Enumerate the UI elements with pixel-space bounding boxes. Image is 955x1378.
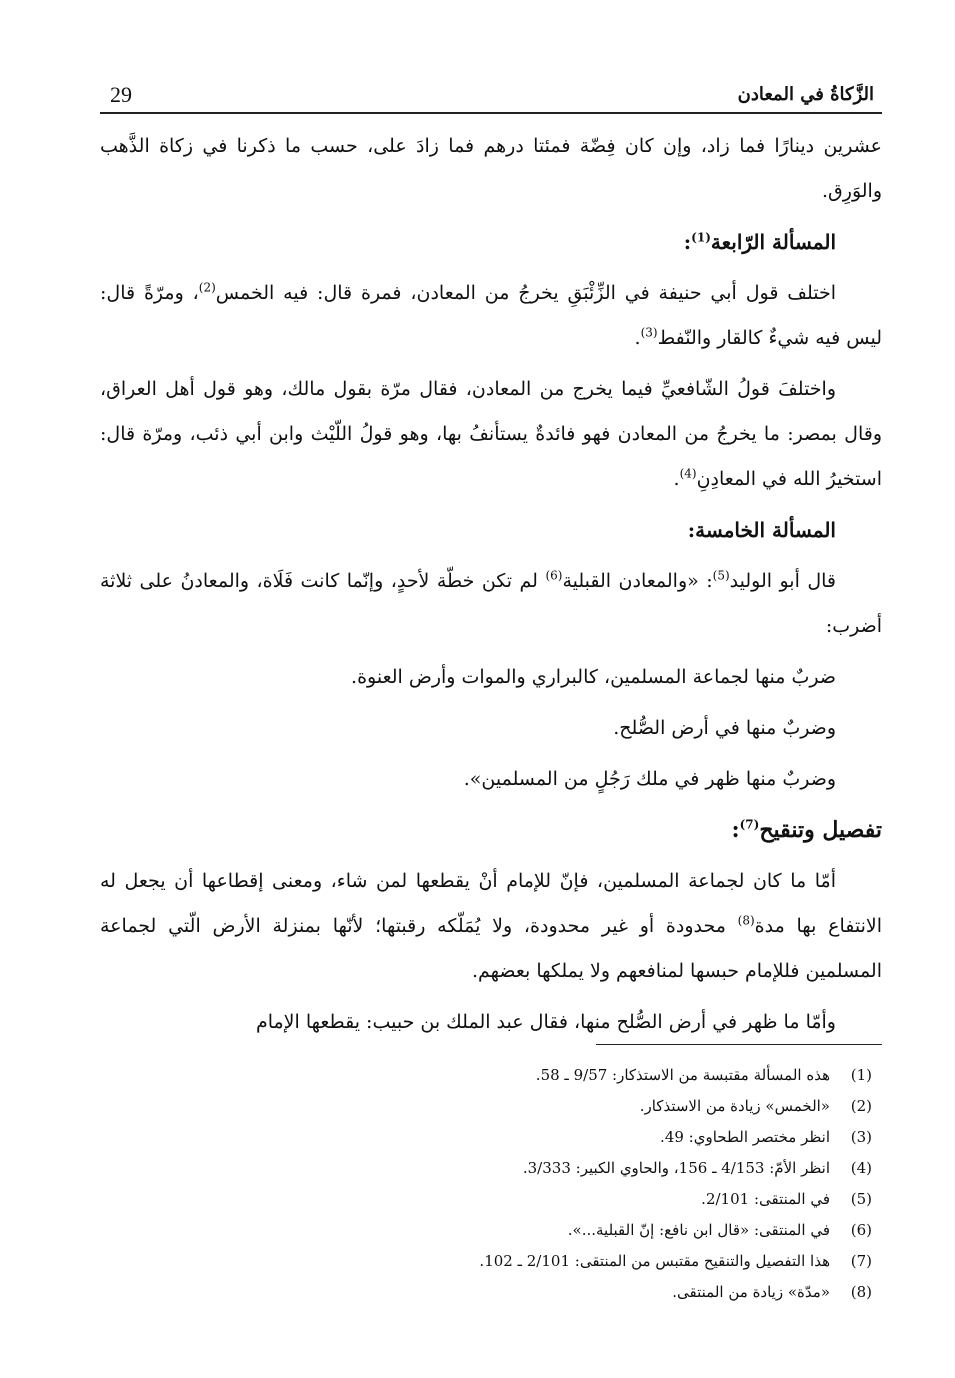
heading-text: المسألة الرّابعة bbox=[710, 230, 836, 254]
footnote-ref[interactable]: (1) bbox=[691, 230, 711, 245]
list-item: ضربٌ منها لجماعة المسلمين، كالبراري والموات وأرض العنوة. bbox=[351, 666, 836, 688]
footnote-number: (1) bbox=[850, 1066, 872, 1084]
page-number: 29 bbox=[110, 82, 132, 107]
footnote-text: هذا التفصيل والتنقيح مقتبس من المنتقى: 2/101 ـ 102. bbox=[479, 1252, 830, 1270]
running-title: الزَّكاةُ في المعادن bbox=[737, 84, 874, 105]
footnote bbox=[100, 1184, 882, 1215]
paragraph-text: . bbox=[634, 327, 641, 349]
footnote-text: هذه المسألة مقتبسة من الاستذكار: 9/57 ـ 58. bbox=[535, 1066, 830, 1084]
section-heading-detail bbox=[100, 808, 882, 853]
footnote-text: «مدّة» زيادة من المنتقى. bbox=[672, 1283, 830, 1301]
footnote bbox=[100, 1122, 882, 1153]
paragraph-text: واختلفَ قولُ الشّافعيِّ فيما يخرج من المعادن، فقال مرّة بقول مالك، وهو قول أهل العراق، وقال بمصر: ما يخرجُ من المعادن فهو فائدةٌ يستأنفُ بها، وهو قولُ اللّيْث وابن أبي ذئب، ومرّة قال: استخيرُ الله في المعادِنِ bbox=[100, 378, 882, 490]
footnote-ref[interactable]: (3) bbox=[640, 325, 658, 340]
paragraph-4 bbox=[100, 559, 882, 649]
footnote bbox=[100, 1246, 882, 1277]
footnote-number: (5) bbox=[850, 1190, 872, 1208]
footnote-number: (8) bbox=[850, 1283, 872, 1301]
heading-text: تفصيل وتنقيح bbox=[759, 817, 882, 843]
paragraph-text: قال أبو الوليد bbox=[729, 570, 836, 592]
footnote bbox=[100, 1215, 882, 1246]
heading-colon: : bbox=[683, 230, 692, 254]
footnote bbox=[100, 1153, 882, 1184]
footnotes bbox=[100, 1060, 882, 1308]
main-text bbox=[100, 124, 882, 1051]
footnote-ref[interactable]: (6) bbox=[545, 568, 563, 583]
paragraph-text: لم تكن خطّة لأحدٍ، وإنّما كانت فَلَاة، والمعادنُ على ثلاثة أضرب: bbox=[100, 570, 882, 637]
paragraph-text: اختلف قول أبي حنيفة في الزِّئْبَقِ يخرجُ من المعادن، فمرة قال: فيه الخمس bbox=[215, 282, 836, 304]
footnote-ref[interactable]: (5) bbox=[712, 568, 730, 583]
list-item: وضربٌ منها ظهر في ملك رَجُلٍ من المسلمين». bbox=[463, 768, 836, 790]
footnote-text: «الخمس» زيادة من الاستذكار. bbox=[639, 1097, 830, 1115]
paragraph-2 bbox=[100, 271, 882, 361]
paragraph-text: أمّا ما كان لجماعة المسلمين، فإنّ للإمام أنْ يقطعها لمن شاء، ومعنى إقطاعها أن يجعل له الانتفاع بها مدة bbox=[100, 870, 882, 937]
heading-colon: : bbox=[731, 817, 740, 843]
paragraph-3 bbox=[100, 367, 882, 502]
paragraph-text: محدودة أو غير محدودة، ولا يُمَلّكه رقبتها؛ لأنّها بمنزلة الأرض الّتي لجماعة المسلمين فللإمام حبسها لمنافعهم ولا يملكها بعضهم. bbox=[100, 915, 882, 982]
footnote-text: في المنتقى: «قال ابن نافع: إنّ القبلية...». bbox=[567, 1221, 830, 1239]
footnote bbox=[100, 1091, 882, 1122]
footnote-ref[interactable]: (2) bbox=[198, 280, 216, 295]
footnote bbox=[100, 1277, 882, 1308]
footnote-ref[interactable]: (8) bbox=[737, 913, 755, 928]
section-heading-5: المسألة الخامسة: bbox=[687, 518, 836, 542]
footnote-number: (6) bbox=[850, 1221, 872, 1239]
footnote-number: (2) bbox=[850, 1097, 872, 1115]
footnote-text: في المنتقى: 2/101. bbox=[701, 1190, 830, 1208]
footnote-text: انظر مختصر الطحاوي: 49. bbox=[660, 1128, 830, 1146]
footnote-text: انظر الأمّ: 4/153 ـ 156، والحاوي الكبير: 3/333. bbox=[522, 1159, 830, 1177]
paragraph-5 bbox=[100, 859, 882, 994]
footnote-number: (7) bbox=[850, 1252, 872, 1270]
paragraph-6: وأمّا ما ظهر في أرض الصُّلح منها، فقال عبد الملك بن حبيب: يقطعها الإمام bbox=[255, 1011, 836, 1033]
list-item: وضربٌ منها في أرض الصُّلح. bbox=[613, 717, 836, 739]
footnote-number: (4) bbox=[850, 1159, 872, 1177]
paragraph-text: : «والمعادن القبلية bbox=[562, 570, 713, 592]
paragraph-1: عشرين دينارًا فما زاد، وإن كان فِضّة فمئتا درهم فما زادَ على، حسب ما ذكرنا في زكاة الذَّهب والوَرِق. bbox=[100, 135, 882, 202]
paragraph-text: . bbox=[673, 468, 680, 490]
paragraph-text: ، ومرّةً قال: ليس فيه شيءٌ كالقار والنّفط bbox=[100, 282, 882, 349]
footnote-ref[interactable]: (4) bbox=[679, 466, 697, 481]
footnote-divider bbox=[596, 1044, 882, 1045]
footnote-ref[interactable]: (7) bbox=[739, 817, 760, 832]
page-header bbox=[100, 78, 882, 114]
section-heading-4 bbox=[100, 220, 882, 265]
footnote bbox=[100, 1060, 882, 1091]
footnote-number: (3) bbox=[850, 1128, 872, 1146]
